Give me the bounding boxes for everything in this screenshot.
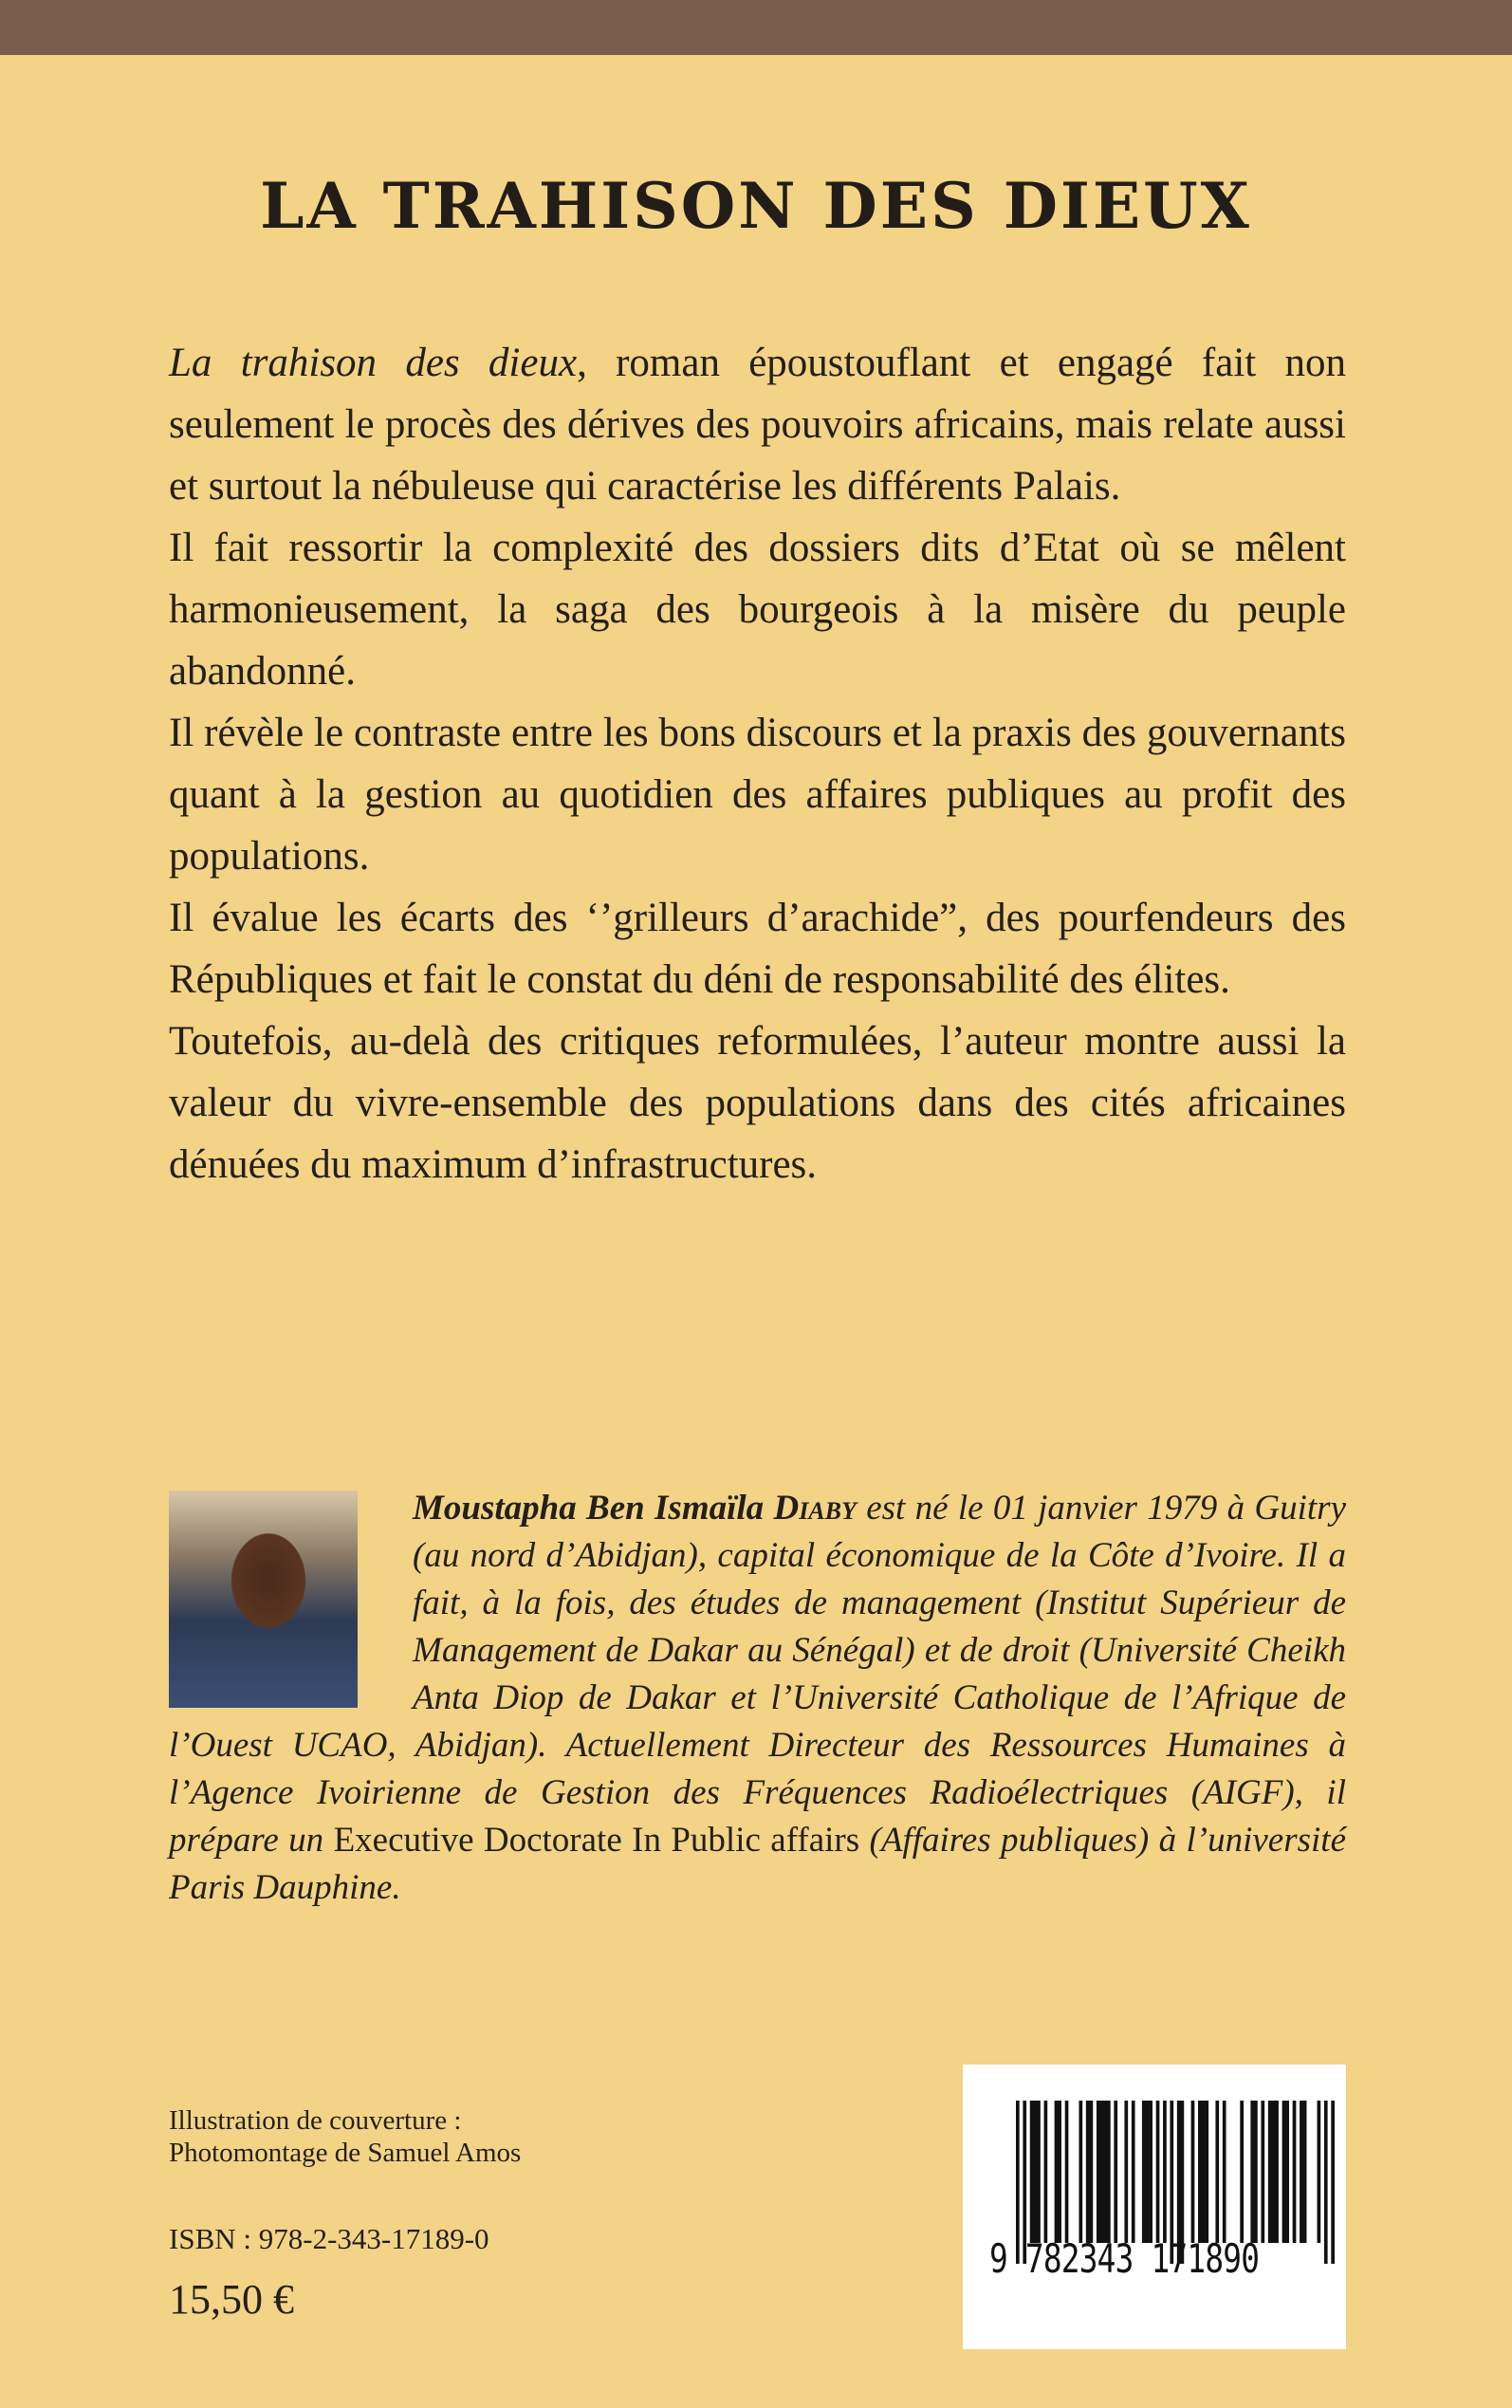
barcode-bar xyxy=(1300,2101,1306,2243)
barcode-bar xyxy=(1250,2101,1257,2243)
blurb-paragraph: Il révèle le contraste entre les bons discours et la praxis des gouvernants quant à la gestion au quotidien des affaires publiques au profit des populations. xyxy=(169,711,1346,879)
cover-credit: Illustration de couverture : Photomontage de Samuel Amos xyxy=(169,2105,522,2168)
author-bio: Moustapha Ben Ismaïla Diaby est né le 01 janvier 1979 à Guitry (au nord d’Abidjan), capital économique de la Côte d’Ivoire. Il a fait, à la fois, des études de management (Institut Supérieur de Management de Dakar au Sénégal) et de droit (Université Cheikh Anta Diop de Dakar et l’Université Catholique de l’Afrique de l’Ouest UCAO, Abidjan). Actuellement Directeur des Ressources Humaines à l’Agence Ivoirienne de Gestion des Fréquences Radioélectriques (AIGF), il prépare un Executive Doctorate In Public affairs (Affaires publiques) à l’université Paris Dauphine. xyxy=(169,1489,1346,1907)
author-photo xyxy=(169,1491,358,1708)
barcode-bar xyxy=(1324,2101,1328,2264)
barcode-bar xyxy=(1223,2101,1226,2243)
barcode-bar xyxy=(1156,2101,1160,2243)
barcode-bar xyxy=(1044,2101,1048,2243)
barcode-bar xyxy=(1331,2101,1335,2264)
isbn: ISBN : 978-2-343-17189-0 xyxy=(169,2222,489,2255)
barcode-bar xyxy=(1097,2101,1111,2243)
barcode-bar xyxy=(1215,2101,1219,2243)
barcode-bar xyxy=(1114,2101,1117,2243)
barcode-bar xyxy=(1079,2101,1082,2243)
book-blurb xyxy=(169,332,1346,1195)
blurb-paragraph: La trahison des dieux, roman époustouflant et engagé fait non seulement le procès des dérives des pouvoirs africains, mais relate aussi et surtout la nébuleuse qui caractérise les différents Palais. xyxy=(169,341,1346,509)
barcode xyxy=(963,2065,1346,2349)
top-band xyxy=(0,0,1512,55)
barcode-bar xyxy=(1132,2101,1135,2243)
barcode-bar xyxy=(1191,2101,1195,2243)
barcode-digits: 9 782343 171890 xyxy=(989,2235,1260,2282)
barcode-bar xyxy=(1124,2101,1128,2243)
author-name: Moustapha Ben Ismaïla xyxy=(413,1489,765,1528)
barcode-bar xyxy=(1055,2101,1061,2243)
barcode-bar xyxy=(1142,2101,1152,2243)
barcode-bar xyxy=(1065,2101,1069,2243)
blurb-paragraph: Il fait ressortir la complexité des dossiers dits d’Etat où se mêlent harmonieusement, la saga des bourgeois à la misère du peuple abandonné. xyxy=(169,526,1346,694)
barcode-bar xyxy=(1030,2101,1041,2243)
barcode-bar xyxy=(1293,2101,1297,2243)
barcode-bar xyxy=(1086,2101,1093,2243)
barcode-bar xyxy=(1318,2101,1321,2243)
author-surname: Diaby xyxy=(773,1489,857,1528)
barcode-bar xyxy=(1198,2101,1208,2243)
price: 15,50 € xyxy=(169,2276,294,2323)
barcode-bar xyxy=(1268,2101,1279,2243)
barcode-bar xyxy=(1163,2101,1167,2243)
blurb-paragraph: Toutefois, au-delà des critiques reformulées, l’auteur montre aussi la valeur du vivre-ensemble des populations dans des cités africaines dénuées du maximum d’infrastructures. xyxy=(169,1019,1346,1187)
book-title: LA TRAHISON DES DIEUX xyxy=(260,169,1252,243)
barcode-bar xyxy=(1240,2101,1244,2243)
barcode-bar xyxy=(1261,2101,1264,2243)
barcode-bar xyxy=(1282,2101,1289,2243)
blurb-paragraph: Il évalue les écarts des ‘’grilleurs d’arachide”, des pourfendeurs des Républiques et fait le constat du déni de responsabilité des élites. xyxy=(169,896,1346,1002)
